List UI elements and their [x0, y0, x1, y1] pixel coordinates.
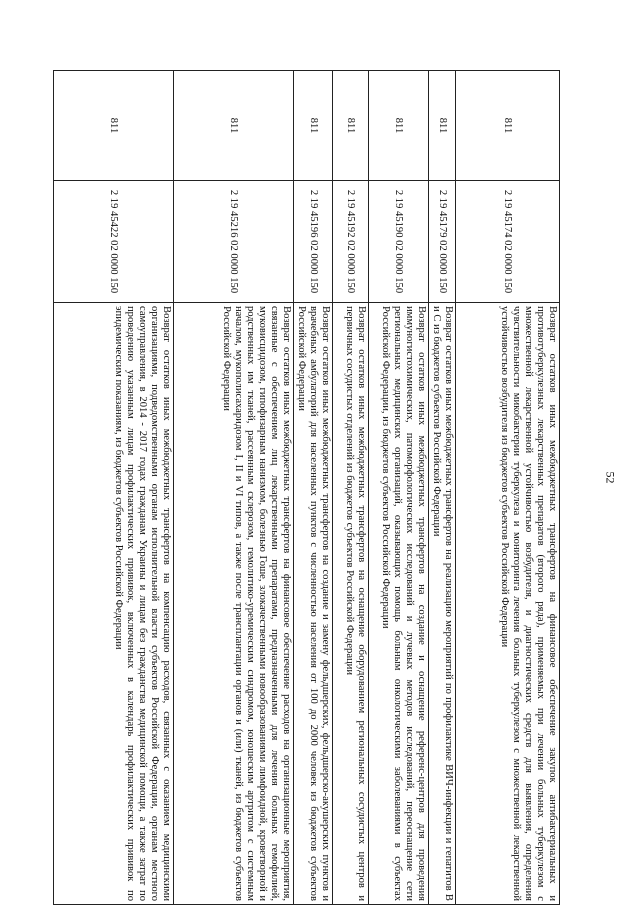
description-cell: Возврат остатков иных межбюджетных трансфертов на компенсацию расходов, связанных с оказанием медицинскими организациями, подведомственными органам исполнительной власти субъектов Российской Федерации, органам местного самоуправления, в 2014 - 2017 годах гражданам Украины и лицам без гражданства медицинской помощи, а также затрат по проведению указанным лицам профилактических прививок, включенных в календарь профилактических прививок по эпидемическим показаниям, из бюджетов субъектов Российской Федерации [54, 303, 174, 905]
admin-code-cell: 811 [54, 71, 174, 181]
description-cell: Возврат остатков иных межбюджетных трансфертов на оснащение оборудованием региональных сосудистых центров и первичных сосудистых отделений из бюджетов субъектов Российской Федерации [333, 303, 369, 905]
page-number: 52 [603, 471, 618, 484]
table-row [294, 71, 333, 905]
kbk-cell: 2 19 45422 02 0000 150 [54, 181, 174, 303]
table-row [369, 71, 429, 905]
kbk-cell: 2 19 45190 02 0000 150 [369, 181, 429, 303]
table-row [429, 71, 456, 905]
kbk-cell: 2 19 45216 02 0000 150 [174, 181, 294, 303]
kbk-cell: 2 19 45174 02 0000 150 [456, 181, 560, 303]
table-row [174, 71, 294, 905]
admin-code-cell: 811 [333, 71, 369, 181]
admin-code-cell: 811 [369, 71, 429, 181]
kbk-table [53, 70, 560, 905]
admin-code-cell: 811 [456, 71, 560, 181]
admin-code-cell: 811 [294, 71, 333, 181]
admin-code-cell: 811 [174, 71, 294, 181]
description-cell: Возврат остатков иных межбюджетных трансфертов на создание и оснащение референс-центров для проведения иммуногистохимических, патоморфологических исследований и лучевых методов исследований, переоснащение сети региональных медицинских организаций, оказывающих помощь больным онкологическими заболеваниями в субъектах Российской Федерации, из бюджетов субъектов Российской Федерации [369, 303, 429, 905]
kbk-cell: 2 19 45192 02 0000 150 [333, 181, 369, 303]
kbk-cell: 2 19 45179 02 0000 150 [429, 181, 456, 303]
kbk-cell: 2 19 45196 02 0000 150 [294, 181, 333, 303]
description-cell: Возврат остатков иных межбюджетных трансфертов на финансовое обеспечение расходов на организационные мероприятия, связанные с обеспечением лиц лекарственными препаратами, предназначенными для лечения больных гемофилией, муковисцидозом, гипофизарным нанизмом, болезнью Гоше, злокачественными новообразованиями лимфоидной, кроветворной и родственных им тканей, рассеянным склерозом, гемолитико-уремическим синдромом, юношеским артритом с системным началом, мукополисахаридозом I, II и VI типов, а также после трансплантации органов и (или) тканей, из бюджетов субъектов Российской Федерации [174, 303, 294, 905]
description-cell: Возврат остатков иных межбюджетных трансфертов на реализацию мероприятий по профилактике ВИЧ-инфекции и гепатитов В и С из бюджетов субъектов Российской Федерации [429, 303, 456, 905]
table-row [54, 71, 174, 905]
admin-code-cell: 811 [429, 71, 456, 181]
description-cell: Возврат остатков иных межбюджетных трансфертов на создание и замену фельдшерских, фельдшерско-акушерских пунктов и врачебных амбулаторий для населенных пунктов с численностью населения от 100 до 2000 человек из бюджетов субъектов Российской Федерации [294, 303, 333, 905]
table-row [456, 71, 560, 905]
description-cell: Возврат остатков иных межбюджетных трансфертов на финансовое обеспечение закупок антибактериальных и противотуберкулезных лекарственных препаратов (второго ряда), применяемых при лечении больных туберкулезом с множественной лекарственной устойчивостью возбудителя, и диагностических средств для выявления, определения чувствительности микобактерии туберкулеза и мониторинга лечения больных туберкулезом с множественной лекарственной устойчивостью возбудителя из бюджетов субъектов Российской Федерации [456, 303, 560, 905]
table-row [333, 71, 369, 905]
rotated-table-wrapper [60, 70, 560, 905]
